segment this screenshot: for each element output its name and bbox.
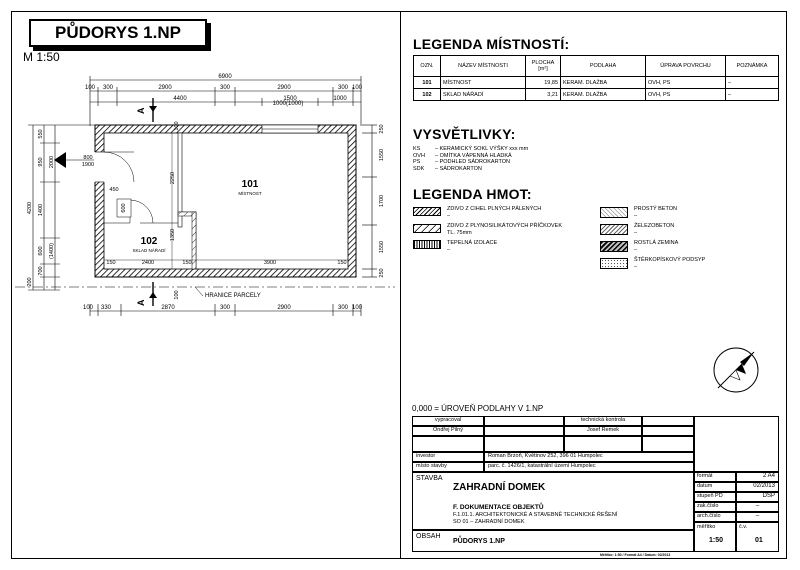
door2-dim-width: 450 [109,187,119,193]
room-surface: OVH, PS [646,77,726,89]
zero-level-note: 0,000 = ÚROVEŇ PODLAHY V 1.NP [412,404,544,413]
plan-scale: M 1:50 [23,50,60,64]
dim-top-6: 300 [337,85,349,91]
room-101-number: 101 [241,179,259,190]
material-item: ŠTĚRKOPÍSKOVÝ PODSYP – [634,257,706,270]
inner-dim-100-a: 100 [174,121,180,131]
dim-top-1: 100 [84,85,96,91]
logo-cell [694,416,779,472]
rooms-table [413,55,779,101]
col-note: POZNÁMKA [726,56,779,77]
dim-left-6: 200 [27,277,33,287]
rooms-table-header [414,56,779,77]
parcel-label: HRANICE PARCELY [205,293,261,299]
doc-line2: F.1.01.1. ARCHITEKTONICKÉ A STAVEBNĚ TECHNICKÉ ŘEŠENÍ [453,512,618,518]
explanations-list [413,146,528,172]
room-ozn: 102 [414,89,441,101]
list-item: SDK – SÁDROKARTON [413,165,482,172]
material-item: ROSTLÁ ZEMINA – [634,240,679,253]
dimension-lines-right [362,125,377,277]
inner-dim-1350: 1350 [170,228,176,242]
investor-value: Roman Brzoň, Květinov 252, 396 01 Humpolec [484,452,694,462]
dim-bottom-7: 100 [351,305,363,311]
blank-cell [642,436,694,452]
dim-top-4: 300 [219,85,231,91]
dim-left-3: 1400 [38,203,44,217]
dim-right-2: 1550 [379,148,385,162]
explanations-heading: VYSVĚTLIVKY: [413,126,516,142]
room-102-name: SKLAD NÁŘADÍ [132,248,166,253]
section-marker-bottom [136,282,157,306]
room-101-name: MÍSTNOST [238,191,262,196]
title-block-upper [412,416,694,472]
room-area: 19,85 [526,77,561,89]
dim-left-5: 700 [38,266,44,276]
inner-dim-150-b: 150 [182,260,192,266]
floor-plan [0,60,400,330]
stavba-label: STAVBA [416,475,443,482]
room-floor: KERAM. DLAŽBA [561,89,646,101]
soil-swatch [600,241,628,252]
obsah-cell [412,530,694,552]
rooms-legend-heading: LEGENDA MÍSTNOSTÍ: [413,36,570,52]
misto-label: místo stavby [412,462,484,472]
dim-top-row2-1: 4400 [173,96,187,102]
dim-left-4: 600 [38,246,44,256]
inner-dim-150-c: 150 [337,260,347,266]
blank-cell [484,416,564,426]
arch-label: arch.číslo [694,512,736,522]
entrance-arrow [54,152,66,168]
material-item: ŽELEZOBETON – [634,223,675,236]
dim-right-3: 1700 [379,194,385,208]
dim-top-5: 2900 [277,85,291,91]
col-surface: ÚPRAVA POVRCHU [646,56,726,77]
doc-line3: SO 01 – ZAHRADNÍ DOMEK [453,519,525,525]
meritko-cell [694,522,736,552]
room-note: – [726,77,779,89]
investor-label: investor [412,452,484,462]
stavba-cell [412,472,694,530]
table-row [414,77,779,89]
room-area: 3,21 [526,89,561,101]
datum-value: 02/2013 [736,482,779,492]
page-title: PŮDORYS 1.NP [29,19,207,47]
format-value: 2 A4 [736,472,779,482]
doc-title: F. DOKUMENTACE OBJEKTŮ [453,504,544,511]
stavba-value: ZAHRADNÍ DOMEK [453,482,546,493]
zak-label: zak.číslo [694,502,736,512]
dim-left-inner-1: 2000 [49,155,55,169]
section-label-top: A [136,107,146,114]
kontrola-name: Josef Řemek [564,426,642,436]
room-102-number: 102 [140,236,158,247]
col-name: NÁZEV MÍSTNOSTI [441,56,526,77]
dim-right-4: 1550 [379,240,385,254]
door2-dim-height: 600 [121,203,127,213]
section-marker-top [136,98,157,122]
dim-bottom-3: 2870 [161,305,175,311]
blank-cell [484,426,564,436]
dim-top-row2-3: 1000 [333,96,347,102]
dim-left-2: 950 [38,157,44,167]
insulation-swatch [413,240,441,249]
reinforced-concrete-swatch [600,224,628,235]
dim-top-2: 300 [102,85,114,91]
material-item: TEPELNÁ IZOLACE – [447,240,498,253]
dim-left-total: 4200 [27,201,33,215]
table-row [414,89,779,101]
material-item: ZDIVO Z CIHEL PLNÝCH PÁLENÝCH – [447,206,542,219]
dim-top-window: 1000(1000) [272,101,304,107]
inner-dim-2250: 2250 [170,171,176,185]
dim-top-row2-2: 1500 [283,96,297,102]
obsah-value: PŮDORYS 1.NP [453,538,505,545]
cv-value: 01 [755,537,763,544]
datum-label: datum [694,482,736,492]
blank-cell [564,436,642,452]
obsah-label: OBSAH [416,533,441,540]
list-item: OVH – OMÍTKA VÁPENNÁ HLADKÁ [413,152,512,159]
dim-total-width: 6900 [218,74,232,80]
sheet-divider [400,11,401,559]
inner-dim-2400: 2400 [141,260,155,266]
inner-dim-100-b: 100 [174,290,180,300]
dim-bottom-6: 300 [337,305,349,311]
kontrola-label: technická kontrola [564,416,642,426]
section-label-bottom: A [136,299,146,306]
format-label: formát [694,472,736,482]
room-surface: OVH, PS [646,89,726,101]
cv-cell [736,522,779,552]
room-floor: KERAM. DLAŽBA [561,77,646,89]
zak-value: – [736,502,779,512]
arch-value: – [736,512,779,522]
dim-right-5: 250 [379,268,385,278]
col-area: PLOCHA [m²] [526,56,561,77]
dim-bottom-4: 300 [219,305,231,311]
dim-bottom-1: 100 [82,305,94,311]
door-dim-height: 1900 [81,162,95,168]
dim-top-7: 100 [351,85,363,91]
blank-cell [642,416,694,426]
material-item: ZDIVO Z PLYNOSILIKÁTOVÝCH PŘÍČKOVEK TL. 75mm [447,223,563,236]
blank-cell [484,436,564,452]
meritko-label: měřítko [697,524,716,530]
aerated-block-swatch [413,224,441,233]
building-walls [94,125,356,277]
inner-dim-3900: 3900 [263,260,277,266]
concrete-swatch [600,207,628,218]
dim-top-3: 2900 [158,85,172,91]
door-dim-width: 800 [83,155,93,161]
inner-dim-150-a: 150 [106,260,116,266]
dim-bottom-2: 330 [100,305,112,311]
north-arrow-icon [710,344,762,396]
room-name: MÍSTNOST [441,77,526,89]
misto-value: parc. č. 1426/1, katastrální území Humpolec [484,462,694,472]
material-item: PROSTÝ BETON – [634,206,677,219]
title-block-meta [694,472,779,552]
blank-cell [412,436,484,452]
stupen-label: stupeň PD [694,492,736,502]
col-ozn: OZN. [414,56,441,77]
dimension-lines-top [90,76,361,126]
col-floor: PODLAHA [561,56,646,77]
stupen-value: DSP [736,492,779,502]
room-name: SKLAD NÁŘADÍ [441,89,526,101]
blank-cell [642,426,694,436]
list-item: KS – KERAMICKÝ SOKL VÝŠKY xxx mm [413,146,529,152]
list-item: PS – PODHLED SÁDROKARTON [413,159,510,165]
footer-note: Měřítko: 1:50 / Formát A4 / Datum: 02/2013 [600,553,671,557]
vypracoval-name: Ondřej Pilný [412,426,484,436]
materials-heading: LEGENDA HMOT: [413,186,532,202]
dim-left-inner-2: (1400) [49,243,55,259]
cv-label: č.v. [739,524,748,530]
vypracoval-label: vypracoval [412,416,484,426]
dim-left-1: 550 [38,129,44,139]
meritko-value: 1:50 [709,537,724,544]
brick-swatch [413,207,441,216]
dim-right-1: 250 [379,124,385,134]
room-ozn: 101 [414,77,441,89]
gravel-swatch [600,258,628,269]
room-note: – [726,89,779,101]
dim-bottom-5: 2900 [277,305,291,311]
